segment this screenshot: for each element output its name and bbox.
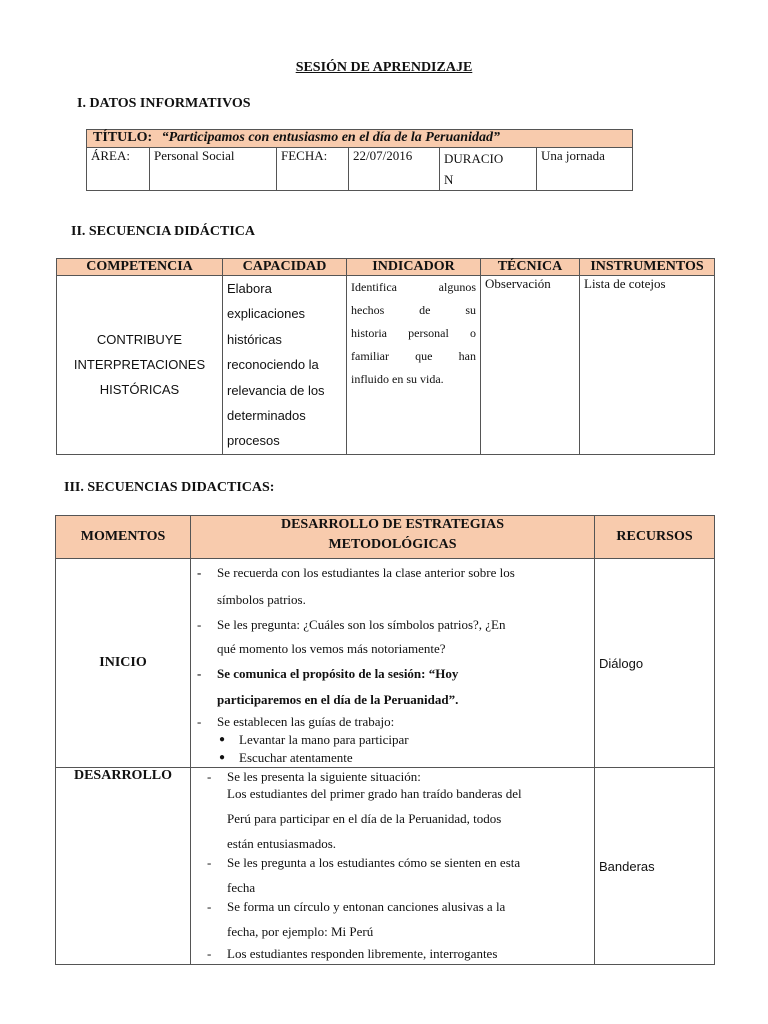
desarrollo-item: - Se forma un círculo y entonan canciones alusivas a la fecha, por ejemplo: Mi Perú [207, 899, 506, 939]
header-capacidad: CAPACIDAD [223, 259, 347, 276]
competencia-line: INTERPRETACIONES [73, 357, 206, 373]
inicio-item: - Se establecen las guías de trabajo: [197, 714, 395, 729]
indicador-line: Identifica algunos [351, 280, 476, 294]
competencia-cell [57, 276, 223, 455]
desarrollo-item: - Se les pregunta a los estudiantes cómo se sienten en esta fecha [207, 855, 521, 895]
page-title: SESIÓN DE APRENDIZAJE [295, 60, 473, 75]
header-desarrollo [191, 516, 595, 559]
capacidad-line: históricas [227, 331, 282, 347]
capacidad-line: Elabora [227, 281, 272, 296]
indicador-line: influido en su vida. [351, 372, 444, 386]
section-datos-informativos-heading: I. DATOS INFORMATIVOS [77, 96, 251, 111]
indicador-line: historia personal o [351, 326, 476, 340]
competencia-line: HISTÓRICAS [99, 382, 180, 398]
area-label: ÁREA: [87, 148, 150, 191]
desarrollo-item: - Se les presenta la siguiente situación: [207, 769, 421, 784]
competencia-line: CONTRIBUYE [96, 332, 183, 348]
section-secuencias-didacticas-heading: III. SECUENCIAS DIDACTICAS: [64, 480, 275, 495]
header-desarrollo-line1: DESARROLLO DE ESTRATEGIAS [280, 517, 505, 532]
momento-desarrollo: DESARROLLO [56, 768, 191, 965]
header-momentos: MOMENTOS [56, 516, 191, 559]
inicio-item: - Se recuerda con los estudiantes la clase anterior sobre los símbolos patrios. [197, 565, 515, 607]
inicio-recurso: Diálogo [595, 559, 715, 768]
secuencia-didactica-table [56, 258, 715, 455]
tecnica-cell: Observación [481, 276, 580, 455]
duracion-value: Una jornada [537, 148, 633, 191]
fecha-value: 22/07/2016 [349, 148, 440, 191]
header-recursos: RECURSOS [595, 516, 715, 559]
inicio-proposito: - Se comunica el propósito de la sesión: “Hoy participaremos en el día de la Peruanidad”. [197, 666, 459, 707]
instrumentos-cell: Lista de cotejos [580, 276, 715, 455]
titulo-label: TÍTULO: [93, 130, 153, 145]
header-desarrollo-line2: METODOLÓGICAS [328, 537, 457, 552]
inicio-estrategias [191, 559, 595, 768]
desarrollo-estrategias [191, 768, 595, 965]
capacidad-line: relevancia de los [227, 382, 325, 398]
datos-informativos-table [86, 129, 633, 191]
capacidad-line: determinados [227, 408, 306, 424]
duracion-label: DURACIO N [440, 148, 537, 191]
header-tecnica: TÉCNICA [481, 259, 580, 276]
indicador-line: familiar que han [351, 349, 476, 363]
inicio-bullet: ● Levantar la mano para participar [219, 732, 409, 747]
capacidad-line: reconociendo la [227, 357, 319, 373]
indicador-line: hechos de su [351, 303, 476, 317]
fecha-label: FECHA: [277, 148, 349, 191]
inicio-item: - Se les pregunta: ¿Cuáles son los símbolos patrios?, ¿En qué momento los vemos más notoriamente? [197, 617, 506, 656]
capacidad-line: explicaciones [227, 306, 306, 322]
capacidad-cell [223, 276, 347, 455]
header-indicador: INDICADOR [347, 259, 481, 276]
titulo-row [87, 130, 633, 148]
desarrollo-situacion: Los estudiantes del primer grado han traído banderas del Perú para participar en el día de la Peruanidad, todos están entusiasmados. [227, 786, 522, 851]
capacidad-line: procesos [227, 433, 280, 449]
indicador-cell [347, 276, 481, 455]
header-instrumentos: INSTRUMENTOS [580, 259, 715, 276]
secuencias-didacticas-table [55, 515, 715, 965]
area-value: Personal Social [150, 148, 277, 191]
section-secuencia-didactica-heading: II. SECUENCIA DIDÁCTICA [71, 224, 255, 239]
momento-inicio: INICIO [56, 559, 191, 768]
desarrollo-recurso: Banderas [595, 768, 715, 965]
desarrollo-item: - Los estudiantes responden libremente, interrogantes [207, 946, 498, 961]
titulo-value: “Participamos con entusiasmo en el día de la Peruanidad” [161, 130, 500, 145]
header-competencia: COMPETENCIA [57, 259, 223, 276]
inicio-bullet: ● Escuchar atentamente [219, 750, 353, 765]
